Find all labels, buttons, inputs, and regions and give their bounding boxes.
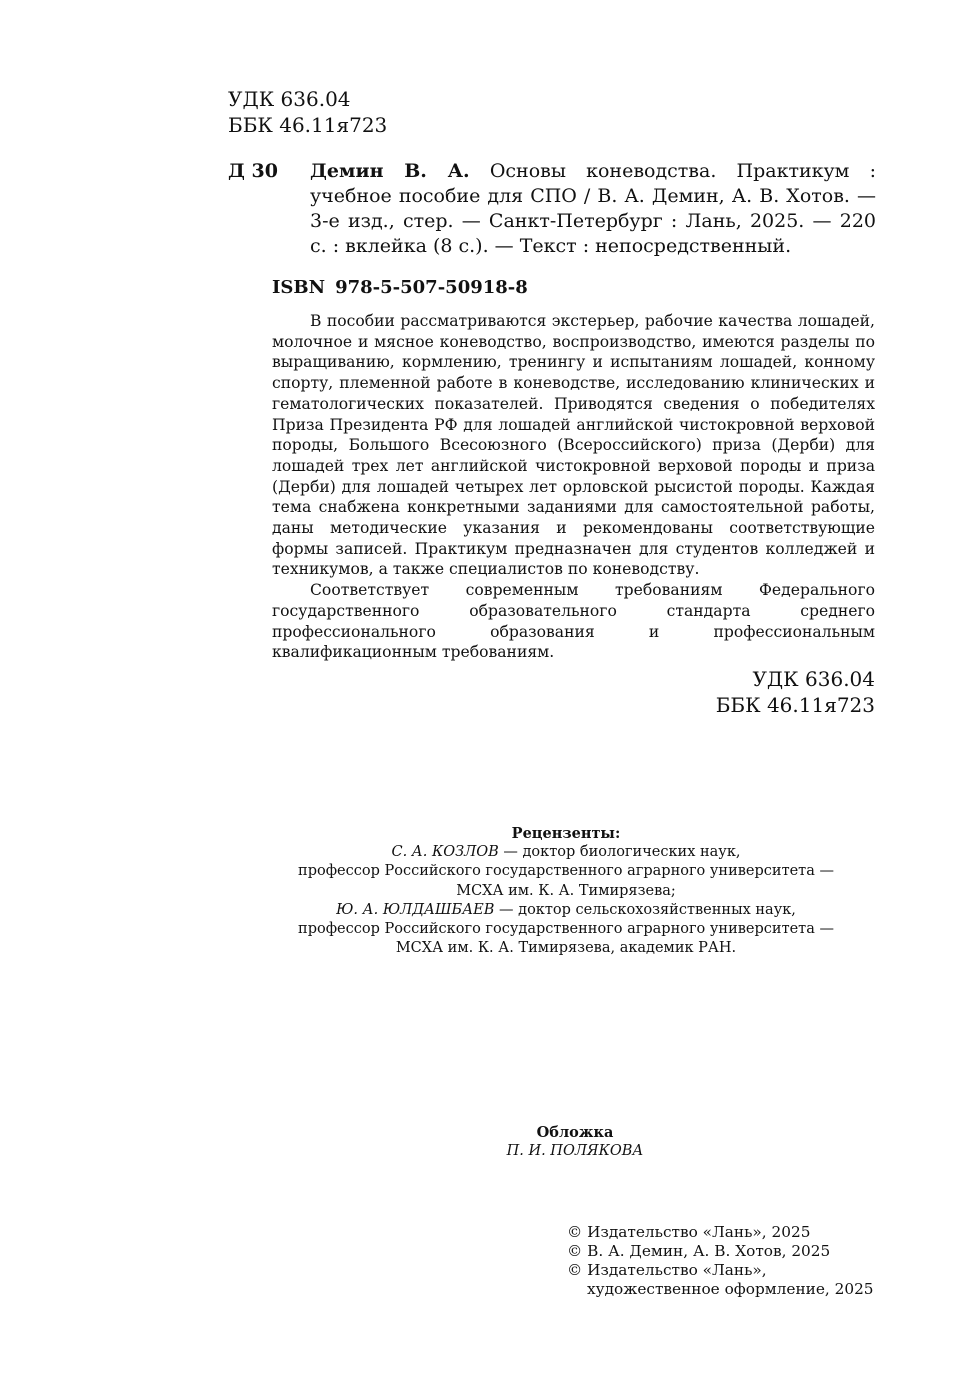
abstract-paragraph: Соответствует современным требованиям Федерального государственного образовательного стандарта среднего профессионального образования и профессиональным квалификационным требованиям. [272, 581, 875, 662]
reviewers-heading: Рецензенты: [511, 825, 621, 842]
classification-top [228, 86, 387, 138]
cover-credit [400, 1123, 750, 1161]
reviewer-degree: — доктор биологических наук, [498, 844, 741, 861]
copyright-line: художественное оформление, 2025 [587, 1280, 874, 1298]
copyright-line: © Издательство «Лань», 2025 [567, 1223, 811, 1241]
author-name: Демин В. А. [310, 160, 470, 182]
reviewer-affiliation: профессор Российского государственного аграрного университета — [298, 921, 834, 938]
udk-code: УДК 636.04 [752, 667, 875, 691]
reviewer-name: Ю. А. ЮЛДАШБАЕВ [336, 901, 495, 918]
bbk-code: ББК 46.11я723 [715, 693, 875, 717]
reviewers-block [240, 824, 892, 958]
abstract-paragraph: В пособии рассматриваются экстерьер, рабочие качества лошадей, молочное и мясное коневодство, воспроизводство, имеются разделы по выращиванию, кормлению, тренингу и испытаниям лошадей, конному спорту, племенной работе в коневодстве, исследованию клинических и гематологических показателей. Приводятся сведения о победителях Приза Президента РФ для лошадей английской чистокровной верховой породы, Большого Всесоюзного (Всероссийского) приза (Дерби) для лошадей трех лет английской чистокровной верховой породы и приза (Дерби) для лошадей четырех лет орловской рысистой породы. Каждая тема снабжена конкретными заданиями для самостоятельной работы, даны методические указания и рекомендованы соответствующие формы записей. Практикум предназначен для студентов колледжей и техникумов, а также специалистов по коневодству. [272, 312, 875, 579]
bibliographic-record [228, 159, 876, 259]
reviewer-affiliation: МСХА им. К. А. Тимирязева; [456, 882, 676, 899]
copyright-block [567, 1223, 874, 1299]
bibliographic-description [310, 159, 876, 259]
reviewer-degree: — доктор сельскохозяйственных наук, [494, 901, 796, 918]
isbn [272, 276, 528, 300]
cover-designer: П. И. ПОЛЯКОВА [506, 1143, 644, 1160]
reviewer-affiliation: МСХА им. К. А. Тимирязева, академик РАН. [395, 940, 737, 957]
cover-heading: Обложка [536, 1124, 614, 1141]
reviewer-name: С. А. КОЗЛОВ [391, 844, 499, 861]
reviewer-affiliation: профессор Российского государственного аграрного университета — [298, 863, 834, 880]
udk-code: УДК 636.04 [228, 87, 351, 111]
abstract [272, 311, 875, 663]
reviewer-1 [240, 843, 892, 862]
copyright-line: © Издательство «Лань», [567, 1261, 767, 1279]
classification-bottom [716, 666, 875, 718]
bbk-code: ББК 46.11я723 [228, 113, 388, 137]
bibliographic-text: Основы коневодства. Практикум : учебное пособие для СПО / В. А. Демин, А. В. Хотов. — 3-е изд., стер. — Санкт-Петербург : Лань, 2025. — 220 с. : вклейка (8 с.). — Текст : непосредственный. [310, 160, 876, 257]
reviewer-2 [240, 901, 892, 920]
isbn-number: 978-5-507-50918-8 [335, 277, 528, 298]
copyright-line: © В. А. Демин, А. В. Хотов, 2025 [567, 1242, 831, 1260]
author-sign-code: Д 30 [228, 160, 278, 182]
isbn-label: ISBN [272, 277, 326, 298]
